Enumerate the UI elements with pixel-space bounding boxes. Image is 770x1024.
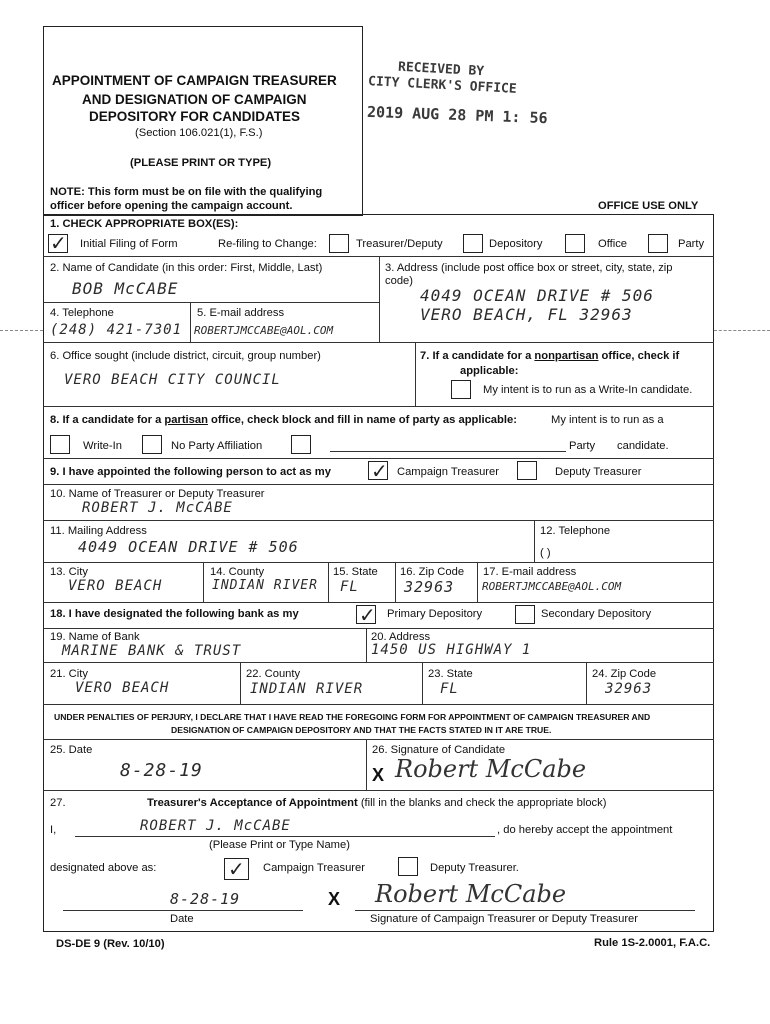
i-label: I,	[50, 824, 57, 836]
designated-label: designated above as:	[50, 862, 157, 874]
received-stamp-line3: 2019 AUG 28 PM 1: 56	[366, 102, 548, 128]
section24-label: 24. Zip Code	[592, 668, 657, 680]
section8-intent: My intent is to run as a	[551, 414, 664, 426]
col-divider	[366, 628, 367, 662]
row-divider	[43, 562, 714, 563]
col-divider	[240, 662, 241, 704]
form-id: DS-DE 9 (Rev. 10/10)	[56, 938, 165, 950]
secondary-depository-label: Secondary Depository	[541, 608, 652, 620]
treasurer-email-value[interactable]: ROBERTJMCCABE@AOL.COM	[482, 580, 622, 593]
col-divider	[366, 739, 367, 790]
section3-label-line1: 3. Address (include post office box or street, city, state, zip	[385, 262, 673, 274]
bank-name-value[interactable]: MARINE BANK & TRUST	[62, 643, 242, 659]
row-divider	[43, 704, 714, 705]
section13-label: 13. City	[50, 566, 88, 578]
bank-county-value[interactable]: INDIAN RIVER	[250, 681, 364, 697]
acceptance-name-line	[75, 836, 495, 837]
refiling-label: Re-filing to Change:	[218, 238, 317, 250]
section5-label: 5. E-mail address	[197, 307, 285, 319]
party-name-checkbox[interactable]	[291, 435, 311, 454]
checkmark-icon: ✓	[359, 603, 376, 627]
initial-filing-label: Initial Filing of Form	[80, 238, 178, 250]
campaign-treasurer-label: Campaign Treasurer	[397, 466, 499, 478]
candidate-address-line1[interactable]: 4049 OCEAN DRIVE # 506	[420, 286, 654, 305]
acceptance-deputy-treasurer-checkbox[interactable]	[398, 857, 418, 876]
write-in-nonpartisan-checkbox[interactable]	[451, 380, 471, 399]
section6-label: 6. Office sought (include district, circuit, group number)	[50, 350, 321, 362]
section2-label: 2. Name of Candidate (in this order: First, Middle, Last)	[50, 262, 323, 274]
scan-line	[714, 330, 770, 331]
bank-address-value[interactable]: 1450 US HIGHWAY 1	[371, 642, 532, 658]
section23-label: 23. State	[428, 668, 473, 680]
checkmark-icon: ✓	[371, 459, 388, 483]
bank-city-value[interactable]: VERO BEACH	[75, 680, 170, 696]
form-title-line3: DEPOSITORY FOR CANDIDATES	[89, 109, 301, 124]
candidate-date-value[interactable]: 8-28-19	[120, 760, 203, 781]
section27-title-bold: Treasurer's Acceptance of Appointment	[147, 797, 358, 809]
section20-label: 20. Address	[371, 631, 431, 643]
row-divider	[43, 484, 714, 485]
section3-label-line2: code)	[385, 275, 413, 287]
office-use-only: OFFICE USE ONLY	[598, 200, 699, 212]
section16-label: 16. Zip Code	[400, 566, 465, 578]
col-divider	[586, 662, 587, 704]
row-divider	[43, 602, 714, 603]
bank-zip-value[interactable]: 32963	[605, 681, 653, 697]
col-divider	[534, 520, 535, 562]
section18-label: 18. I have designated the following bank as my	[50, 608, 299, 620]
section8-label-word: partisan	[164, 414, 208, 426]
npa-label: No Party Affiliation	[171, 440, 263, 452]
write-in-partisan-label: Write-In	[83, 440, 122, 452]
candidate-telephone-value[interactable]: (248) 421-7301	[50, 322, 183, 338]
section7-label-line2: applicable:	[460, 365, 519, 377]
section27-number: 27.	[50, 797, 66, 809]
section8-label-prefix: 8. If a candidate for a	[50, 414, 162, 426]
scan-line	[0, 330, 43, 331]
candidate-signature[interactable]: Robert McCabe	[395, 755, 587, 783]
treasurer-state-value[interactable]: FL	[340, 579, 359, 595]
acceptance-x-mark: X	[328, 889, 341, 909]
checkmark-icon: ✓	[228, 857, 245, 881]
treasurer-deputy-checkbox[interactable]	[329, 234, 349, 253]
print-note: (PLEASE PRINT OR TYPE)	[130, 157, 272, 169]
row-divider	[43, 662, 714, 663]
col-divider	[203, 562, 204, 602]
name-caption: (Please Print or Type Name)	[209, 839, 350, 851]
party-checkbox[interactable]	[648, 234, 668, 253]
acceptance-campaign-treasurer-label: Campaign Treasurer	[263, 862, 365, 874]
section7-label-prefix: 7. If a candidate for a	[420, 350, 532, 362]
candidate-address-line2[interactable]: VERO BEACH, FL 32963	[420, 305, 633, 324]
bank-state-value[interactable]: FL	[440, 681, 459, 697]
depository-label: Depository	[489, 238, 543, 250]
section14-label: 14. County	[210, 566, 265, 578]
received-stamp-line2: CITY CLERK'S OFFICE	[367, 74, 518, 97]
signature-caption: Signature of Campaign Treasurer or Deputy Treasurer	[370, 913, 639, 925]
primary-depository-label: Primary Depository	[387, 608, 483, 620]
treasurer-zip-value[interactable]: 32963	[404, 578, 455, 596]
col-divider	[422, 662, 423, 704]
accept-text: , do hereby accept the appointment	[497, 824, 673, 836]
col-divider	[190, 302, 191, 342]
col-divider	[379, 256, 380, 342]
date-caption: Date	[170, 913, 194, 925]
perjury-line2: DESIGNATION OF CAMPAIGN DEPOSITORY AND THAT THE FACTS STATED IN IT ARE TRUE.	[171, 725, 552, 735]
office-sought-value[interactable]: VERO BEACH CITY COUNCIL	[64, 372, 281, 388]
row-divider	[43, 790, 714, 791]
party-name-line[interactable]	[330, 451, 566, 452]
office-checkbox[interactable]	[565, 234, 585, 253]
section27-title	[147, 797, 606, 810]
deputy-treasurer-checkbox[interactable]	[517, 461, 537, 480]
section7-label	[420, 350, 679, 363]
office-label: Office	[598, 238, 628, 250]
section4-label: 4. Telephone	[50, 307, 114, 319]
npa-checkbox[interactable]	[142, 435, 162, 454]
section12-label: 12. Telephone	[540, 525, 611, 537]
col-divider	[477, 562, 478, 602]
section10-label: 10. Name of Treasurer or Deputy Treasurer	[50, 488, 265, 500]
note-line1: NOTE: This form must be on file with the qualifying	[50, 186, 323, 198]
col-divider	[395, 562, 396, 602]
section26-label: 26. Signature of Candidate	[372, 744, 506, 756]
party-label: Party	[678, 238, 705, 250]
candidate-email-value[interactable]: ROBERTJMCCABE@AOL.COM	[194, 324, 334, 337]
section11-label: 11. Mailing Address	[50, 525, 147, 537]
form-title-line2: AND DESIGNATION OF CAMPAIGN	[82, 92, 307, 107]
treasurer-address-value[interactable]: 4049 OCEAN DRIVE # 506	[78, 538, 299, 556]
section17-label: 17. E-mail address	[483, 566, 577, 578]
deputy-treasurer-label: Deputy Treasurer	[555, 466, 642, 478]
acceptance-name-value[interactable]: ROBERT J. McCABE	[140, 818, 291, 834]
treasurer-telephone-value[interactable]: ( )	[540, 547, 551, 559]
section9-label: 9. I have appointed the following person to act as my	[50, 466, 331, 478]
col-divider	[328, 562, 329, 602]
note-line2: officer before opening the campaign account.	[50, 200, 293, 212]
rule-reference: Rule 1S-2.0001, F.A.C.	[594, 937, 711, 949]
row-divider	[43, 520, 714, 521]
section15-label: 15. State	[333, 566, 378, 578]
write-in-nonpartisan-label: My intent is to run as a Write-In candidate.	[483, 384, 693, 396]
write-in-partisan-checkbox[interactable]	[50, 435, 70, 454]
acceptance-deputy-treasurer-label: Deputy Treasurer.	[430, 862, 519, 874]
section27-title-rest: (fill in the blanks and check the appropriate block)	[360, 797, 607, 809]
treasurer-deputy-label: Treasurer/Deputy	[356, 238, 443, 250]
section7-label-suffix: office, check if	[601, 350, 680, 362]
row-divider	[43, 406, 714, 407]
depository-checkbox[interactable]	[463, 234, 483, 253]
section8-label	[50, 414, 517, 427]
row-divider	[43, 628, 714, 629]
section22-label: 22. County	[246, 668, 301, 680]
section8-label-suffix: office, check block and fill in name of party as applicable:	[211, 414, 517, 426]
section1-label: 1. CHECK APPROPRIATE BOX(ES):	[50, 218, 239, 230]
party-caption: Party	[569, 440, 596, 452]
treasurer-name-value[interactable]: ROBERT J. McCABE	[82, 500, 233, 516]
acceptance-date-value[interactable]: 8-28-19	[170, 890, 241, 908]
section25-label: 25. Date	[50, 744, 93, 756]
col-divider	[415, 342, 416, 406]
row-divider	[43, 302, 379, 303]
form-title-line1: APPOINTMENT OF CAMPAIGN TREASURER	[52, 73, 337, 88]
secondary-depository-checkbox[interactable]	[515, 605, 535, 624]
row-divider	[43, 342, 714, 343]
candidate-caption: candidate.	[617, 440, 669, 452]
acceptance-signature-line	[355, 910, 695, 911]
acceptance-date-line	[63, 910, 303, 911]
row-divider	[43, 739, 714, 740]
section19-label: 19. Name of Bank	[50, 631, 140, 643]
candidate-x-mark: X	[372, 765, 385, 785]
perjury-line1: UNDER PENALTIES OF PERJURY, I DECLARE THAT I HAVE READ THE FOREGOING FORM FOR APPOINTMENT OF CAMPAIGN TREASURER AND	[54, 712, 651, 722]
checkmark-icon: ✓	[50, 231, 67, 255]
candidate-name-value[interactable]: BOB McCABE	[72, 279, 179, 298]
treasurer-city-value[interactable]: VERO BEACH	[68, 578, 163, 594]
treasurer-signature[interactable]: Robert McCabe	[375, 880, 567, 908]
section7-label-word: nonpartisan	[534, 350, 599, 362]
received-stamp-line1: RECEIVED BY	[397, 59, 485, 80]
section-reference: (Section 106.021(1), F.S.)	[135, 127, 263, 139]
section21-label: 21. City	[50, 668, 88, 680]
treasurer-county-value[interactable]: INDIAN RIVER	[212, 578, 318, 593]
